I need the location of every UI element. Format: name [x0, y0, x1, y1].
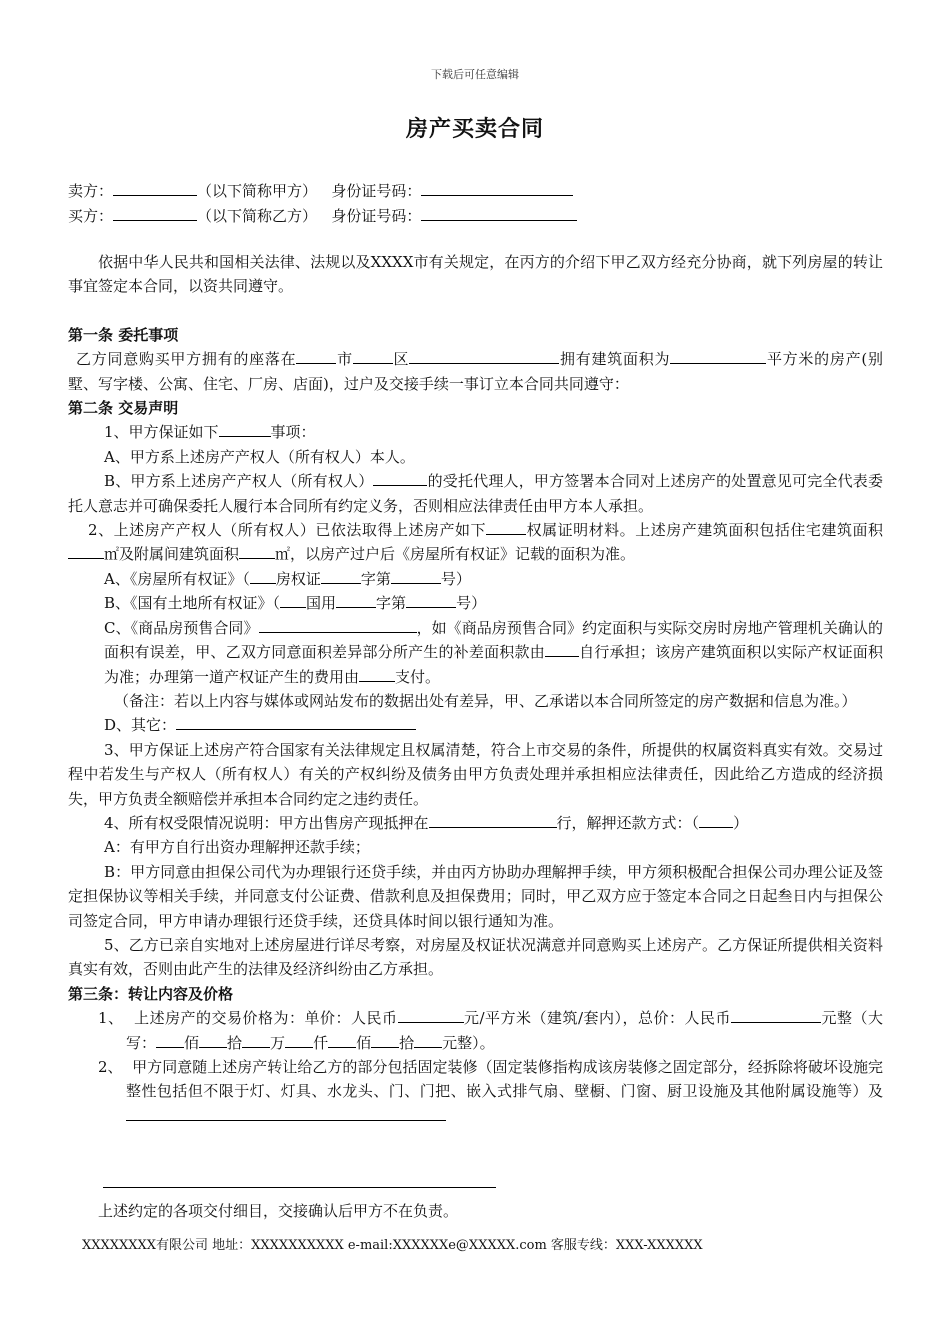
article-2-item-5: 5、乙方已亲自实地对上述房屋进行详尽考察，对房屋及权证状况满意并同意购买上述房产。乙方保证所提供相关资料真实有效，否则由此产生的法律及经济纠纷由乙方承担。 — [68, 935, 883, 979]
seller-name-blank[interactable] — [113, 181, 197, 196]
article-2-item-1b: B、甲方系上述房产产权人（所有权人） 的受托代理人，甲方签署本合同对上述房产的处置意见可完全代表委托人意志并可确保委托人履行本合同所有约定义务，否则相应法律责任由甲方本人承担。 — [68, 469, 883, 518]
footer: XXXXXXXX有限公司 地址：XXXXXXXXXX e-mail:XXXXXXe@XXXXX.com 客服专线：XXX-XXXXXX — [82, 1238, 703, 1253]
cert-a: A、《房屋所有权证》（ 房权证 字第 号） — [68, 567, 883, 591]
seller-suffix: （以下简称甲方） — [197, 182, 318, 200]
buyer-name-blank[interactable] — [113, 206, 197, 221]
seller-id-blank[interactable] — [421, 181, 573, 196]
fee-payer-blank[interactable] — [359, 665, 395, 682]
cert-c: C、《商品房预售合同》 ，如《商品房预售合同》约定面积与实际交房时房地产管理机关确认的面积有误差，甲、乙双方同意面积差异部分所产生的补差面积款由 自行承担；该房产建筑面积以实际产权证面积为准；办理第一道产权证产生的费用由 支付。 — [68, 616, 883, 689]
article-2-item-4: 4、所有权受限情况说明：甲方出售房产现抵押在 行，解押还款方式：（ ） — [68, 811, 883, 835]
mortgage-bank-blank[interactable] — [429, 811, 557, 828]
amount-qian-blank[interactable] — [285, 1031, 313, 1048]
article-2-heading: 第二条 交易声明 — [68, 399, 179, 418]
annex-area-blank[interactable] — [239, 542, 275, 559]
article-2-item-4a: A：有甲方自行出资办理解押还款手续； — [104, 838, 370, 857]
article-2-item-1a: A、甲方系上述房产产权人（所有权人）本人。 — [104, 447, 415, 466]
difference-payer-blank[interactable] — [545, 640, 579, 657]
contract-body — [68, 250, 883, 1128]
cert-b-blank-2[interactable] — [336, 591, 376, 608]
cert-a-blank-3[interactable] — [391, 567, 441, 584]
article-2-item-2: 2、上述房产产权人（所有权人）已依法取得上述房产如下 权属证明材料。上述房产建筑面积包括住宅建筑面积㎡及附属间建筑面积 ㎡，以房产过户后《房屋所有权证》记载的面积为准。 — [68, 518, 883, 567]
article-2-item-4b: B：甲方同意由担保公司代为办理银行还贷手续，并由丙方协助办理解押手续，甲方须积极配合担保公司办理公证及签定担保协议等相关手续，并同意支付公证费、借款利息及担保费用；同时，甲乙双方应于签定本合同之日起叁日内与担保公司签定合同，甲方申请办理银行还贷手续，还贷具体时间以银行通知为准。 — [68, 862, 883, 930]
article-2-item-3: 3、甲方保证上述房产符合国家有关法律规定且权属清楚，符合上市交易的条件，所提供的权属资料真实有效。交易过程中若发生与产权人（所有权人）有关的产权纠纷及债务由甲方负责处理并承担相应法律责任，因此给乙方造成的经济损失，甲方负责全额赔偿并承担本合同约定之违约责任。 — [68, 740, 883, 808]
amount-shi-blank[interactable] — [199, 1031, 227, 1048]
cert-a-blank-2[interactable] — [321, 567, 361, 584]
cert-b-blank-1[interactable] — [280, 591, 306, 608]
unit-price-blank[interactable] — [398, 1006, 464, 1023]
certificate-blank[interactable] — [486, 518, 526, 535]
article-2-item-1: 1、甲方保证如下 事项： — [68, 420, 883, 444]
district-blank[interactable] — [353, 347, 393, 364]
principal-blank[interactable] — [373, 469, 427, 486]
fixtures-continuation-line[interactable] — [103, 1187, 496, 1188]
seller-line — [68, 180, 573, 201]
buyer-line — [68, 205, 577, 226]
seller-label: 卖方： — [68, 182, 114, 200]
item-1-blank[interactable] — [219, 420, 271, 437]
amount-bai2-blank[interactable] — [328, 1031, 356, 1048]
buyer-label: 买方： — [68, 207, 114, 225]
total-price-blank[interactable] — [731, 1006, 821, 1023]
amount-shi2-blank[interactable] — [371, 1031, 399, 1048]
cert-a-blank-1[interactable] — [250, 567, 276, 584]
buyer-id-label: 身份证号码： — [331, 207, 422, 225]
article-1-text: 乙方同意购买甲方拥有的座落在 市 区 拥有建筑面积为 平方米的房产(别墅、写字楼、公寓、住宅、厂房、店面)，过户及交接手续一事订立本合同共同遵守： — [68, 347, 883, 396]
cert-d: D、其它： — [68, 713, 883, 737]
buyer-id-blank[interactable] — [421, 206, 577, 221]
cert-b-blank-3[interactable] — [406, 591, 456, 608]
amount-bai-blank[interactable] — [156, 1031, 184, 1048]
amount-yuan-blank[interactable] — [414, 1031, 442, 1048]
repayment-method-blank[interactable] — [699, 811, 733, 828]
area-blank[interactable] — [670, 347, 766, 364]
residential-area-blank[interactable] — [68, 542, 104, 559]
presale-contract-blank[interactable] — [259, 616, 417, 633]
other-blank[interactable] — [176, 713, 416, 730]
cert-b: B、《国有土地所有权证》（ 国用 字第 号） — [68, 591, 883, 615]
article-3-item-2: 2、 甲方同意随上述房产转让给乙方的部分包括固定装修（固定装修指构成该房装修之固定部分，经拆除将破坏设施完整性包括但不限于灯、灯具、水龙头、门、门把、嵌入式排气扇、壁橱、门窗、厨卫设施及其他附属设施等）及 — [68, 1055, 883, 1128]
amount-wan-blank[interactable] — [242, 1031, 270, 1048]
article-3-item-1: 1、 上述房产的交易价格为：单价：人民币 元/平方米（建筑/套内），总价：人民币 元整（大写： 佰 拾 万 仟 佰 拾 元整）。 — [68, 1006, 883, 1055]
fixtures-blank[interactable] — [126, 1104, 446, 1121]
address-blank[interactable] — [409, 347, 559, 364]
note-remark: （备注：若以上内容与媒体或网站发布的数据出处有差异，甲、乙承诺以本合同所签定的房产数据和信息为准。） — [114, 691, 857, 710]
intro-paragraph: 依据中华人民共和国相关法律、法规以及XXXX市有关规定，在丙方的介绍下甲乙双方经充分协商，就下列房屋的转让事宜签定本合同，以资共同遵守。 — [68, 253, 883, 296]
city-blank[interactable] — [296, 347, 336, 364]
seller-id-label: 身份证号码： — [331, 182, 422, 200]
document-title: 房产买卖合同 — [405, 116, 544, 142]
buyer-suffix: （以下简称乙方） — [197, 207, 318, 225]
header-note: 下载后可任意编辑 — [431, 68, 519, 81]
article-1-heading: 第一条 委托事项 — [68, 325, 179, 344]
article-3-heading: 第三条：转让内容及价格 — [68, 984, 234, 1003]
closing-statement: 上述约定的各项交付细目，交接确认后甲方不在负责。 — [98, 1202, 459, 1220]
